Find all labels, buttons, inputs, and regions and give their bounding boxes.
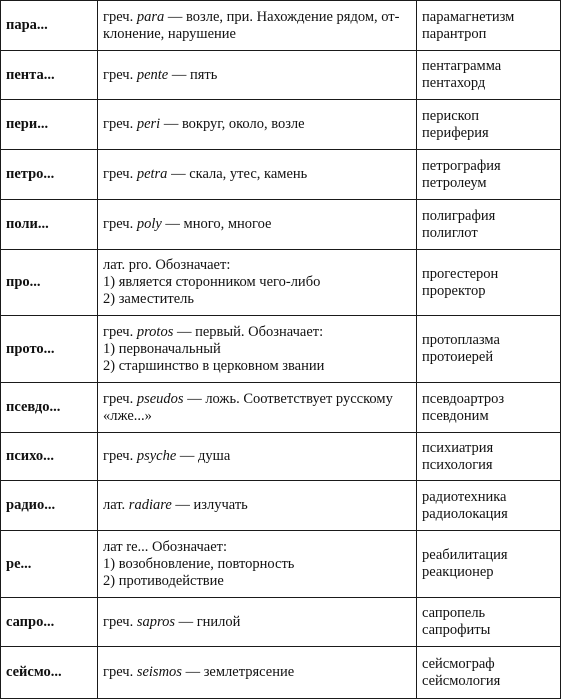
- examples-cell: [417, 647, 561, 699]
- origin-meaning-line: 2) заместитель: [103, 291, 194, 307]
- origin-meaning-line: 1) возобновление, повторность: [103, 555, 295, 572]
- origin-meaning: — излучать: [171, 497, 248, 513]
- origin-cell: [98, 433, 417, 481]
- prefix-cell: пара...: [1, 1, 98, 51]
- table-row: [1, 531, 561, 598]
- origin-meaning-line: «лже...»: [103, 407, 152, 424]
- origin-meaning: pro. Обозначает:: [128, 257, 231, 273]
- origin-meaning-line: 1) первоначальный: [103, 340, 221, 357]
- origin-language: греч.: [103, 66, 134, 83]
- examples-cell: [417, 531, 561, 598]
- origin-cell: [98, 383, 417, 433]
- examples-cell: [417, 250, 561, 316]
- examples-cell: [417, 51, 561, 100]
- origin-meaning: — возле, при. Нахождение рядом, от-: [164, 8, 400, 25]
- examples-cell: [417, 383, 561, 433]
- example-word: полиграфия: [422, 207, 496, 224]
- origin-language: греч.: [103, 8, 134, 25]
- table-row: [1, 481, 561, 531]
- examples-cell: [417, 200, 561, 250]
- prefix-cell: ре...: [1, 531, 98, 598]
- origin-meaning-line: 2) старшинство в церковном звании: [103, 357, 325, 374]
- origin-meaning: — много, многое: [161, 216, 272, 232]
- origin-word: para: [136, 8, 165, 25]
- prefix-cell: сапро...: [1, 598, 98, 647]
- origin-word: seismos: [136, 664, 182, 680]
- origin-word: poly: [136, 216, 162, 232]
- origin-cell: [98, 531, 417, 598]
- example-word: полиглот: [422, 224, 478, 241]
- origin-meaning: re... Обозначает:: [126, 538, 228, 555]
- origin-cell: [98, 250, 417, 316]
- origin-language: греч.: [103, 448, 134, 464]
- origin-meaning-line: 1) является сторонником чего-либо: [103, 274, 321, 290]
- origin-cell: [98, 51, 417, 100]
- origin-meaning: — землетрясение: [181, 664, 295, 680]
- example-word: радиолокация: [422, 505, 508, 522]
- origin-word: peri: [136, 116, 161, 132]
- origin-word: radiare: [128, 497, 172, 513]
- origin-cell: [98, 647, 417, 699]
- example-word: парамагнетизм: [422, 8, 515, 25]
- example-word: перископ: [422, 107, 479, 124]
- origin-cell: [98, 316, 417, 383]
- examples-cell: [417, 150, 561, 200]
- examples-cell: [417, 481, 561, 531]
- prefix-cell: пента...: [1, 51, 98, 100]
- example-word: пентаграмма: [422, 58, 502, 74]
- table-row: [1, 150, 561, 200]
- origin-word: petra: [136, 166, 168, 182]
- origin-language: греч.: [103, 323, 134, 340]
- examples-cell: [417, 433, 561, 481]
- example-word: сейсмология: [422, 672, 501, 689]
- origin-language: лат: [103, 538, 123, 555]
- prefix-cell: прото...: [1, 316, 98, 383]
- origin-language: греч.: [103, 166, 134, 182]
- examples-cell: [417, 100, 561, 150]
- origin-cell: [98, 598, 417, 647]
- origin-meaning: — пять: [168, 66, 218, 83]
- table-row: [1, 250, 561, 316]
- origin-meaning: — первый. Обозначает:: [173, 323, 324, 340]
- prefix-cell: псевдо...: [1, 383, 98, 433]
- origin-language: лат.: [103, 257, 126, 273]
- example-word: периферия: [422, 124, 489, 141]
- table-row: [1, 647, 561, 699]
- table-row: [1, 51, 561, 100]
- origin-meaning: — ложь. Соответствует русскому: [183, 390, 393, 407]
- example-word: псевдоним: [422, 407, 489, 424]
- origin-meaning: — вокруг, около, возле: [160, 116, 305, 132]
- table-row: [1, 316, 561, 383]
- origin-meaning: — скала, утес, камень: [167, 166, 308, 182]
- origin-language: лат.: [103, 497, 126, 513]
- prefix-cell: радио...: [1, 481, 98, 531]
- origin-word: sapros: [136, 613, 175, 630]
- examples-cell: [417, 316, 561, 383]
- origin-cell: [98, 100, 417, 150]
- example-word: протоиерей: [422, 349, 494, 365]
- prefix-cell: петро...: [1, 150, 98, 200]
- origin-word: psyche: [136, 448, 177, 464]
- origin-word: protos: [136, 323, 174, 340]
- origin-language: греч.: [103, 390, 134, 407]
- prefix-table-body: [1, 1, 561, 699]
- example-word: прогестерон: [422, 265, 499, 282]
- example-word: сапрофиты: [422, 622, 491, 638]
- table-row: [1, 1, 561, 51]
- origin-meaning-line: клонение, нарушение: [103, 25, 236, 42]
- table-row: [1, 433, 561, 481]
- origin-meaning: — гнилой: [174, 613, 241, 630]
- table-row: [1, 100, 561, 150]
- example-word: сейсмограф: [422, 655, 495, 672]
- origin-word: pseudos: [136, 390, 184, 407]
- example-word: протоплазма: [422, 332, 500, 348]
- example-word: псевдоартроз: [422, 390, 505, 407]
- origin-language: греч.: [103, 613, 134, 630]
- prefix-cell: пери...: [1, 100, 98, 150]
- example-word: психиатрия: [422, 439, 494, 456]
- example-word: петрография: [422, 157, 501, 174]
- table-row: [1, 383, 561, 433]
- example-word: сапропель: [422, 605, 486, 621]
- prefix-cell: сейсмо...: [1, 647, 98, 699]
- example-word: петролеум: [422, 174, 487, 191]
- example-word: реакционер: [422, 564, 494, 580]
- examples-cell: [417, 598, 561, 647]
- example-word: проректор: [422, 282, 486, 299]
- origin-cell: [98, 481, 417, 531]
- examples-cell: [417, 1, 561, 51]
- table-row: [1, 200, 561, 250]
- origin-cell: [98, 200, 417, 250]
- origin-meaning-line: 2) противодействие: [103, 572, 224, 589]
- origin-language: греч.: [103, 216, 134, 232]
- prefix-cell: поли...: [1, 200, 98, 250]
- example-word: пентахорд: [422, 75, 486, 91]
- example-word: реабилитация: [422, 547, 508, 563]
- table-row: [1, 598, 561, 647]
- example-word: парантроп: [422, 25, 487, 42]
- origin-cell: [98, 1, 417, 51]
- origin-word: pente: [136, 66, 169, 83]
- origin-language: греч.: [103, 116, 134, 132]
- origin-language: греч.: [103, 664, 134, 680]
- example-word: радиотехника: [422, 488, 507, 505]
- example-word: психология: [422, 456, 493, 473]
- origin-cell: [98, 150, 417, 200]
- prefix-cell: про...: [1, 250, 98, 316]
- origin-meaning: — душа: [176, 448, 231, 464]
- prefix-cell: психо...: [1, 433, 98, 481]
